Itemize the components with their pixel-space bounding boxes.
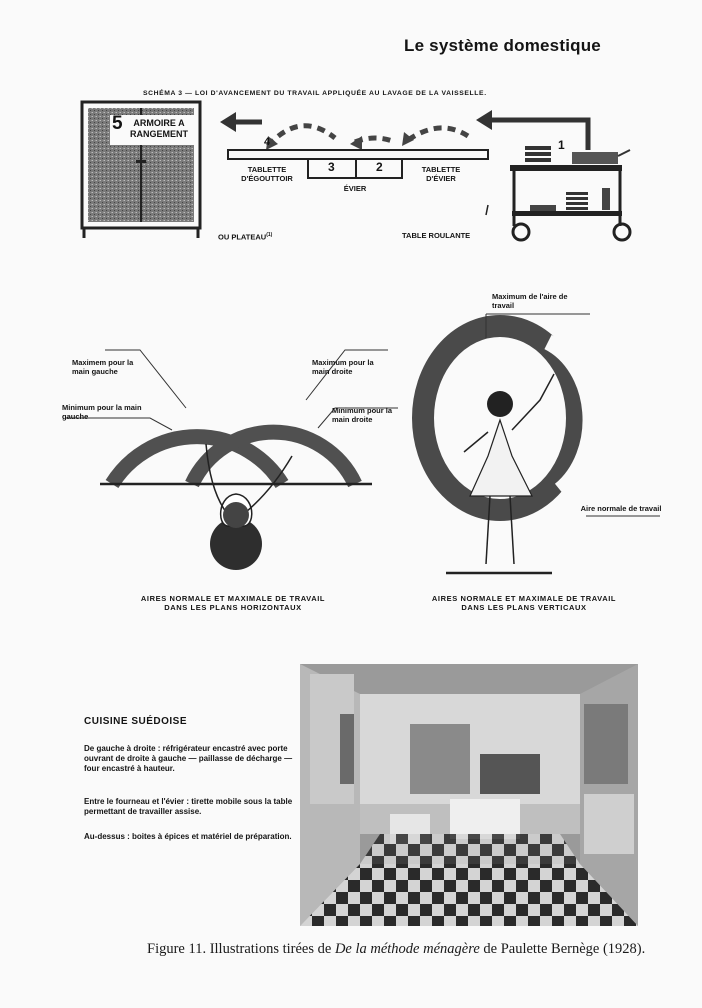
drain-board-label-line1: TABLETTE: [247, 165, 287, 174]
step-2: 2: [376, 160, 383, 174]
cabinet-label-line1: ARMOIRE A: [133, 118, 185, 128]
drain-board-label: [232, 165, 302, 183]
plateau-footnote-mark: (1): [266, 232, 273, 238]
schema-3-diagram: [0, 0, 702, 250]
max-right-hand-label: Maximum pour la main droite: [312, 358, 374, 376]
counter-label-line1: TABLETTE: [421, 165, 461, 174]
rolling-table-illustration: [510, 146, 630, 240]
cabinet-label: [126, 118, 192, 140]
vertical-caption-line2: DANS LES PLANS VERTICAUX: [461, 603, 587, 612]
swedish-kitchen-photo: [300, 664, 638, 926]
kitchen-description-2: Entre le fourneau et l'évier : tirette mobile sous la table permettant de travailler assise.: [84, 797, 293, 816]
max-left-hand-label: Maximem pour la main gauche: [72, 358, 134, 376]
kitchen-description-1: De gauche à droite : réfrigérateur encastré avec porte ouvrant de droite à gauche — paillasse de décharge — four encastré à hauteur.: [84, 744, 293, 773]
swedish-kitchen-title: CUISINE SUÉDOISE: [84, 716, 188, 727]
counter-label-line2: D'ÉVIER: [426, 174, 456, 183]
figure-caption-suffix: de Paulette Bernège (1928).: [479, 941, 646, 957]
cabinet-step-number: 5: [112, 113, 123, 134]
step-4: 4: [264, 136, 271, 148]
step-1: 1: [558, 138, 565, 152]
counter-label: [410, 165, 472, 183]
min-right-hand-label: Minimum pour la main droite: [332, 406, 392, 424]
cabinet-label-line2: RANGEMENT: [130, 129, 188, 139]
max-work-area-label: Maximum de l'aire de travail: [492, 292, 568, 310]
step-3: 3: [328, 160, 335, 174]
min-left-hand-label: Minimum pour la main gauche: [62, 403, 142, 421]
schema-title: SCHÉMA 3 — LOI D'AVANCEMENT DU TRAVAIL APPLIQUÉE AU LAVAGE DE LA VAISSELLE.: [143, 90, 487, 97]
figure-caption-prefix: Figure 11. Illustrations tirées de: [147, 941, 335, 957]
vertical-plane-caption: [378, 594, 670, 612]
vertical-plane-diagram: [423, 314, 660, 573]
page-header-title: Le système domestique: [404, 36, 601, 55]
horizontal-plane-diagram: [65, 350, 398, 570]
figure-caption: [147, 940, 647, 959]
sink-label: ÉVIER: [343, 184, 367, 193]
figure-caption-book-title: De la méthode ménagère: [334, 941, 480, 957]
vertical-caption-line1: AIRES NORMALE ET MAXIMALE DE TRAVAIL: [431, 594, 617, 603]
kitchen-description-3: Au-dessus : boites à épices et matériel de préparation.: [84, 832, 292, 841]
normal-work-area-label: Aire normale de travail: [580, 504, 662, 513]
rolling-table-label: TABLE ROULANTE: [402, 231, 471, 240]
plateau-label: [218, 231, 272, 242]
drain-board-label-line2: D'ÉGOUTTOIR: [241, 174, 293, 183]
horizontal-caption-line1: AIRES NORMALE ET MAXIMALE DE TRAVAIL: [140, 594, 326, 603]
horizontal-plane-caption: [88, 594, 378, 612]
horizontal-caption-line2: DANS LES PLANS HORIZONTAUX: [164, 603, 302, 612]
plateau-label-text: OU PLATEAU: [218, 232, 267, 242]
